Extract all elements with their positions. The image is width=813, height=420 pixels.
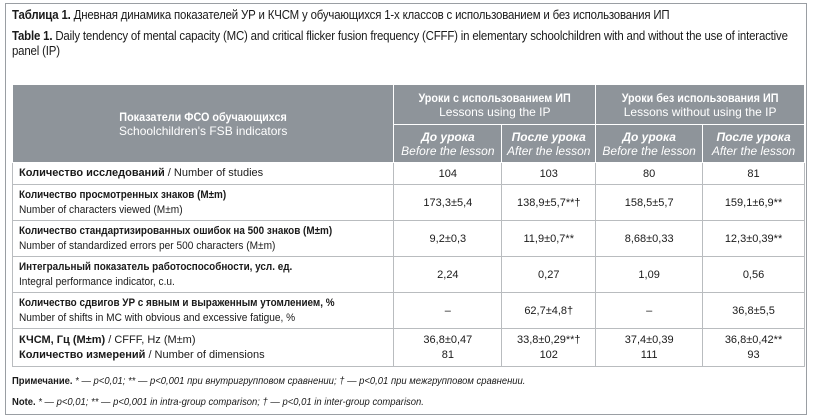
- caption-ru-label: Таблица 1.: [12, 7, 71, 22]
- row-label: КЧСМ, Гц (M±m) / CFFF, Hz (M±m) Количество измерений / Number of dimensions: [13, 329, 394, 367]
- cell-value: 104: [394, 163, 502, 185]
- table-row: [13, 221, 805, 257]
- cell-value: 0,56: [703, 257, 805, 293]
- note-ru: Примечание. * — p<0,01; ** — p<0,001 при внутригрупповом сравнении; † — p<0,01 при межгрупповом сравнении.: [12, 375, 526, 387]
- caption-en: [12, 28, 798, 58]
- caption-en-text: Daily tendency of mental capacity (MC) and critical flicker fusion frequency (CFFF) in elementary schoolchildren with and without the use of interactive panel (IP): [12, 28, 788, 58]
- cell-value: 158,5±5,7: [596, 185, 703, 221]
- cell-value: 173,3±5,4: [394, 185, 502, 221]
- cell-value: 9,2±0,3: [394, 221, 502, 257]
- header-subcol-after: После урока After the lesson: [502, 125, 596, 163]
- table-caption: [12, 7, 802, 58]
- row-label: Интегральный показатель работоспособности, усл. ед. Integral performance indicator, c.u.: [13, 257, 394, 293]
- data-table: [12, 84, 805, 367]
- table-row: [13, 163, 805, 185]
- cell-value: 103: [502, 163, 596, 185]
- header-subcol-before: До урока Before the lesson: [394, 125, 502, 163]
- row-label: Количество стандартизированных ошибок на 500 знаков (M±m) Number of standardized errors per 500 characters (M±m): [13, 221, 394, 257]
- note-en: Note. * — p<0,01; ** — p<0,001 in intra-group comparison; † — p<0,01 in inter-group comparison.: [12, 396, 424, 408]
- header-group-without-ip: Уроки без использования ИП Lessons without using the IP: [596, 85, 805, 125]
- header-subcol-after: После урока After the lesson: [703, 125, 805, 163]
- cell-value: 33,8±0,29**† 102: [502, 329, 596, 367]
- cell-value: –: [394, 293, 502, 329]
- cell-value: 62,7±4,8†: [502, 293, 596, 329]
- header-group-with-ip: Уроки с использованием ИП Lessons using the IP: [394, 85, 596, 125]
- cell-value: –: [596, 293, 703, 329]
- cell-value: 12,3±0,39**: [703, 221, 805, 257]
- cell-value: 36,8±0,47 81: [394, 329, 502, 367]
- row-label: Количество просмотренных знаков (M±m) Number of characters viewed (M±m): [13, 185, 394, 221]
- cell-value: 37,4±0,39 111: [596, 329, 703, 367]
- caption-ru-text: Дневная динамика показателей УР и КЧСМ у обучающихся 1-х классов с использованием и без использования ИП: [70, 7, 670, 22]
- cell-value: 138,9±5,7**†: [502, 185, 596, 221]
- cell-value: 81: [703, 163, 805, 185]
- table-row: [13, 185, 805, 221]
- cell-value: 0,27: [502, 257, 596, 293]
- table-row: [13, 257, 805, 293]
- header-indicators: Показатели ФСО обучающихся Schoolchildren's FSB indicators: [13, 85, 394, 163]
- cell-value: 80: [596, 163, 703, 185]
- row-label: Количество сдвигов УР с явным и выраженным утомлением, % Number of shifts in MC with obvious and excessive fatigue, %: [13, 293, 394, 329]
- header-subcol-before: До урока Before the lesson: [596, 125, 703, 163]
- caption-en-label: Table 1.: [12, 28, 53, 43]
- cell-value: 8,68±0,33: [596, 221, 703, 257]
- table-row: [13, 293, 805, 329]
- cell-value: 36,8±0,42** 93: [703, 329, 805, 367]
- cell-value: 11,9±0,7**: [502, 221, 596, 257]
- cell-value: 1,09: [596, 257, 703, 293]
- table-row: [13, 329, 805, 367]
- caption-ru: [12, 7, 798, 22]
- cell-value: 2,24: [394, 257, 502, 293]
- cell-value: 159,1±6,9**: [703, 185, 805, 221]
- header-row-groups: [13, 85, 805, 125]
- row-label: Количество исследований / Number of studies: [13, 163, 394, 185]
- cell-value: 36,8±5,5: [703, 293, 805, 329]
